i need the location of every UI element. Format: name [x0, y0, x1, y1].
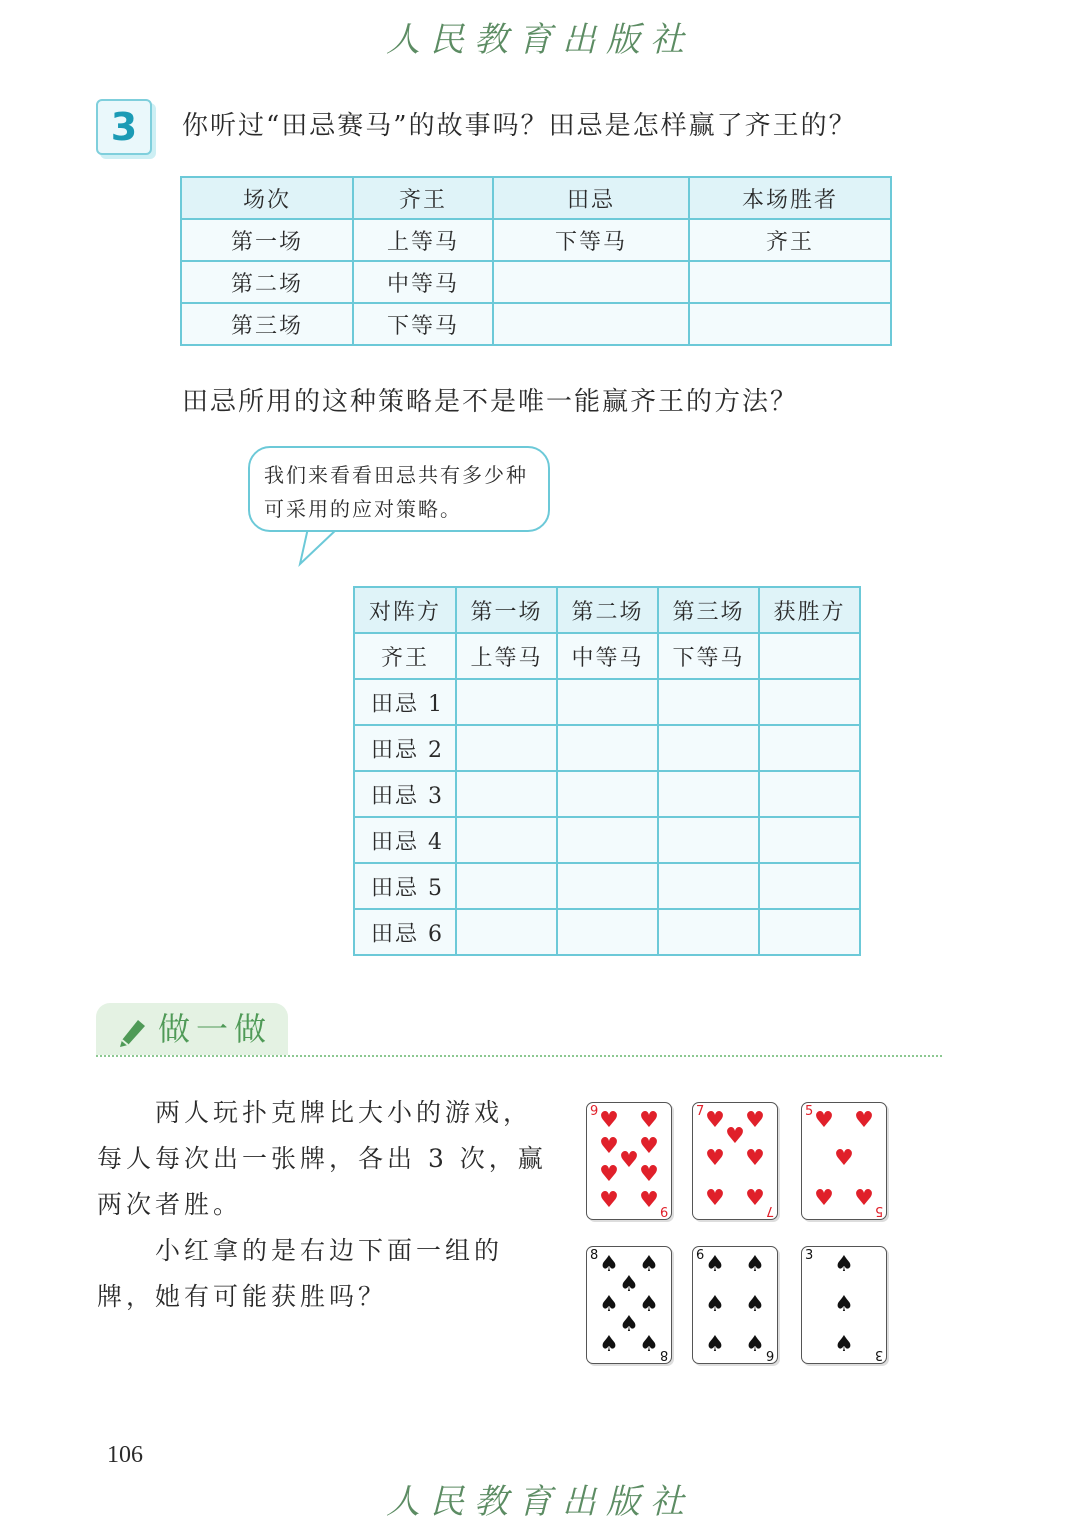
- exercise-text: 小红拿的是右边下面一组的: [155, 1236, 504, 1265]
- publisher-logo: 人民教育出版社: [386, 1482, 694, 1522]
- table-cell: 齐王: [689, 219, 891, 261]
- spades-pip-icon: ♠: [619, 1272, 639, 1297]
- spades-pip-icon: ♠: [745, 1332, 765, 1357]
- table-cell: [493, 261, 689, 303]
- header-cell: 第二场: [557, 587, 658, 633]
- strategy-question: 田忌所用的这种策略是不是唯一能赢齐王的方法？: [182, 387, 799, 417]
- table-cell: [759, 633, 860, 679]
- spades-pip-icon: ♠: [639, 1332, 659, 1357]
- table-row: [354, 633, 860, 679]
- exercise-text: 每人每次出一张牌，各出 3 次，赢: [97, 1144, 547, 1173]
- exercise-text: 两人玩扑克牌比大小的游戏，: [155, 1098, 533, 1127]
- table-cell: [456, 771, 557, 817]
- hearts-pip-icon: ♥: [854, 1108, 874, 1133]
- table-cell: 中等马: [557, 633, 658, 679]
- card-rank: 7: [765, 1203, 774, 1218]
- playing-card-7-hearts: [692, 1102, 778, 1220]
- spades-pip-icon: ♠: [834, 1292, 854, 1317]
- table-cell: 田忌 4: [354, 817, 456, 863]
- exercise-text: 两次者胜。: [97, 1190, 243, 1219]
- page-number: 106: [107, 1442, 143, 1468]
- spades-pip-icon: ♠: [599, 1332, 619, 1357]
- hearts-pip-icon: ♥: [599, 1134, 619, 1159]
- spades-pip-icon: ♠: [639, 1252, 659, 1277]
- playing-card-9-hearts: [586, 1102, 672, 1220]
- spades-pip-icon: ♠: [745, 1292, 765, 1317]
- card-rank: 8: [590, 1248, 599, 1263]
- table-cell: [456, 679, 557, 725]
- speech-bubble-line: 我们来看看田忌共有多少种: [264, 463, 528, 487]
- header-cell: 对阵方: [354, 587, 456, 633]
- table-cell: [658, 725, 759, 771]
- playing-card-5-hearts: [801, 1102, 887, 1220]
- table-cell: [658, 863, 759, 909]
- table-cell: [689, 261, 891, 303]
- table-cell: 下等马: [353, 303, 493, 345]
- table-row: [181, 303, 891, 345]
- table-cell: [759, 771, 860, 817]
- hearts-pip-icon: ♥: [745, 1108, 765, 1133]
- hearts-pip-icon: ♥: [814, 1186, 834, 1211]
- exercise-title: 做一做: [96, 1003, 288, 1055]
- card-rank: 5: [805, 1104, 814, 1119]
- table-cell: 田忌 5: [354, 863, 456, 909]
- spades-pip-icon: ♠: [639, 1292, 659, 1317]
- table-cell: [456, 863, 557, 909]
- card-rank: 7: [696, 1104, 705, 1119]
- hearts-pip-icon: ♥: [705, 1146, 725, 1171]
- table-cell: [557, 679, 658, 725]
- table-cell: 田忌 2: [354, 725, 456, 771]
- spades-pip-icon: ♠: [834, 1332, 854, 1357]
- hearts-pip-icon: ♥: [745, 1186, 765, 1211]
- table-cell: 第一场: [181, 219, 353, 261]
- table-cell: [557, 725, 658, 771]
- table-cell: [759, 817, 860, 863]
- match-table: [180, 176, 892, 346]
- table-cell: [658, 817, 759, 863]
- hearts-pip-icon: ♥: [599, 1162, 619, 1187]
- table-cell: [456, 725, 557, 771]
- header-cell: 田忌: [493, 177, 689, 219]
- table-header-row: [181, 177, 891, 219]
- problem-number-badge: 3: [96, 99, 152, 155]
- table-cell: 齐王: [354, 633, 456, 679]
- table-row: [354, 909, 860, 955]
- pencil-icon: [116, 1014, 150, 1048]
- table-cell: [456, 909, 557, 955]
- spades-pip-icon: ♠: [619, 1312, 639, 1337]
- table-cell: [493, 303, 689, 345]
- table-cell: 第二场: [181, 261, 353, 303]
- header-cell: 获胜方: [759, 587, 860, 633]
- table-cell: [658, 909, 759, 955]
- header-cell: 第三场: [658, 587, 759, 633]
- hearts-pip-icon: ♥: [854, 1186, 874, 1211]
- hearts-pip-icon: ♥: [705, 1108, 725, 1133]
- playing-card-8-spades: [586, 1246, 672, 1364]
- table-cell: 下等马: [493, 219, 689, 261]
- table-cell: [557, 817, 658, 863]
- table-cell: [759, 679, 860, 725]
- hearts-pip-icon: ♥: [639, 1188, 659, 1213]
- table-cell: [759, 909, 860, 955]
- playing-card-6-spades: [692, 1246, 778, 1364]
- card-rank: 9: [590, 1104, 599, 1119]
- hearts-pip-icon: ♥: [639, 1134, 659, 1159]
- table-cell: 田忌 6: [354, 909, 456, 955]
- hearts-pip-icon: ♥: [814, 1108, 834, 1133]
- table-row: [354, 771, 860, 817]
- exercise-text: 牌，她有可能获胜吗？: [97, 1282, 388, 1311]
- header-cell: 场次: [181, 177, 353, 219]
- publisher-logo: 人民教育出版社: [386, 20, 694, 60]
- table-row: [354, 863, 860, 909]
- section-divider: [96, 1055, 942, 1057]
- hearts-pip-icon: ♥: [834, 1146, 854, 1171]
- hearts-pip-icon: ♥: [725, 1124, 745, 1149]
- spades-pip-icon: ♠: [705, 1252, 725, 1277]
- table-cell: 下等马: [658, 633, 759, 679]
- card-rank: 5: [874, 1203, 883, 1218]
- header-cell: 第一场: [456, 587, 557, 633]
- card-rank: 6: [696, 1248, 705, 1263]
- table-cell: [658, 679, 759, 725]
- card-rank: 3: [874, 1347, 883, 1362]
- speech-bubble-tail: [298, 528, 358, 568]
- speech-bubble: [248, 446, 550, 532]
- speech-bubble-line: 可采用的应对策略。: [264, 497, 462, 521]
- hearts-pip-icon: ♥: [639, 1108, 659, 1133]
- problem-question: 你听过“田忌赛马”的故事吗？田忌是怎样赢了齐王的？: [182, 111, 857, 141]
- table-row: [181, 219, 891, 261]
- card-rank: 3: [805, 1248, 814, 1263]
- playing-card-3-spades: [801, 1246, 887, 1364]
- table-row: [354, 817, 860, 863]
- table-cell: 中等马: [353, 261, 493, 303]
- card-rank: 8: [659, 1347, 668, 1362]
- hearts-pip-icon: ♥: [599, 1108, 619, 1133]
- table-cell: [759, 863, 860, 909]
- table-cell: 田忌 1: [354, 679, 456, 725]
- hearts-pip-icon: ♥: [745, 1146, 765, 1171]
- table-row: [181, 261, 891, 303]
- table-cell: [689, 303, 891, 345]
- table-header-row: [354, 587, 860, 633]
- table-cell: [759, 725, 860, 771]
- hearts-pip-icon: ♥: [619, 1148, 639, 1173]
- table-row: [354, 725, 860, 771]
- hearts-pip-icon: ♥: [705, 1186, 725, 1211]
- table-cell: [557, 909, 658, 955]
- table-cell: 第三场: [181, 303, 353, 345]
- table-row: [354, 679, 860, 725]
- header-cell: 齐王: [353, 177, 493, 219]
- strategy-table: [353, 586, 861, 956]
- spades-pip-icon: ♠: [705, 1332, 725, 1357]
- card-rank: 6: [765, 1347, 774, 1362]
- spades-pip-icon: ♠: [599, 1292, 619, 1317]
- table-cell: [456, 817, 557, 863]
- table-cell: [557, 771, 658, 817]
- header-cell: 本场胜者: [689, 177, 891, 219]
- table-cell: 上等马: [353, 219, 493, 261]
- spades-pip-icon: ♠: [834, 1252, 854, 1277]
- card-rank: 9: [659, 1203, 668, 1218]
- spades-pip-icon: ♠: [705, 1292, 725, 1317]
- table-cell: 上等马: [456, 633, 557, 679]
- spades-pip-icon: ♠: [599, 1252, 619, 1277]
- hearts-pip-icon: ♥: [639, 1162, 659, 1187]
- hearts-pip-icon: ♥: [599, 1188, 619, 1213]
- table-cell: [658, 771, 759, 817]
- table-cell: [557, 863, 658, 909]
- table-cell: 田忌 3: [354, 771, 456, 817]
- spades-pip-icon: ♠: [745, 1252, 765, 1277]
